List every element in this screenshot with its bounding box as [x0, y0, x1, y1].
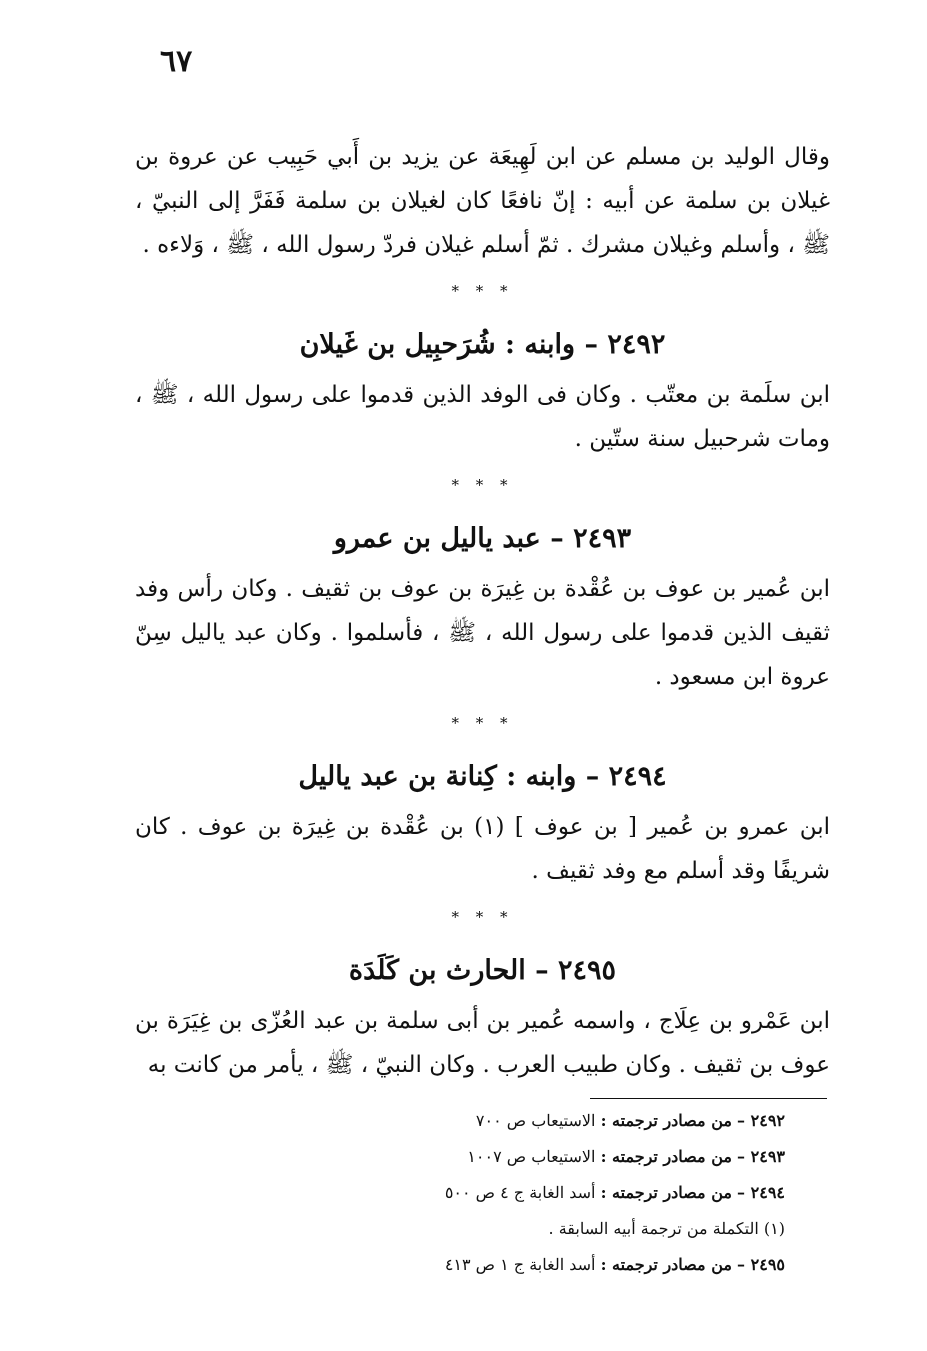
entry-text: ابن عُمير بن عوف بن عُقْدة بن غِيرَة بن عوف بن ثقيف . وكان رأس وفد ثقيف الذين قدموا على رسول الله ، ﷺ ، فأسلموا . وكان عبد ياليل سِنّ عروة ابن مسعود . — [135, 576, 830, 690]
footnote-number: ٢٤٩٤ – — [737, 1183, 785, 1202]
page-number: ٦٧ — [160, 44, 193, 79]
footnote-text: الاستيعاب ص ١٠٠٧ — [467, 1147, 596, 1166]
footnote-number: ٢٤٩٣ – — [737, 1147, 785, 1166]
footnote-text: (١) التكملة من ترجمة أبيه السابقة . — [548, 1219, 785, 1238]
section-separator: * * * — [451, 476, 514, 494]
entry-text: ابن عَمْرو بن عِلَاج ، واسمه عُمير بن أبى سلمة بن عبد العُزّى بن غِيَرَة بن عوف بن ثقيف . وكان طبيب العرب . وكان النبيّ ، ﷺ ، يأمر من كانت به — [135, 1008, 830, 1078]
section-separator: * * * — [451, 908, 514, 926]
footnote-label: من مصادر ترجمته : — [600, 1183, 732, 1202]
footnote-number: ٢٤٩٢ – — [737, 1111, 785, 1130]
entry-title: ٢٤٩٣ – عبد ياليل بن عمرو — [333, 523, 632, 554]
entry-text: ابن سلَمة بن معتّب . وكان فى الوفد الذين قدموا على رسول الله ، ﷺ ، ومات شرحبيل سنة ستّين . — [135, 382, 830, 452]
section-separator: * * * — [451, 714, 514, 732]
footnotes — [330, 1103, 785, 1283]
main-text — [135, 135, 830, 1087]
footnote-text: أسد الغابة ج ١ ص ٤١٣ — [444, 1255, 596, 1274]
footnote-number: ٢٤٩٥ – — [737, 1255, 785, 1274]
entry-title: ٢٤٩٤ – وابنه : كِنانة بن عبد ياليل — [298, 761, 667, 792]
footnote-text: أسد الغابة ج ٤ ص ٥٠٠ — [444, 1183, 596, 1202]
footnote — [330, 1175, 785, 1211]
entry-title: ٢٤٩٢ – وابنه : شُرَحبِيل بن غَيلان — [299, 329, 666, 360]
footnote — [330, 1211, 785, 1247]
footnote-label: من مصادر ترجمته : — [600, 1255, 732, 1274]
footnote — [330, 1247, 785, 1283]
footnote-label: من مصادر ترجمته : — [600, 1147, 732, 1166]
footnote-label: من مصادر ترجمته : — [600, 1111, 732, 1130]
footnote — [330, 1103, 785, 1139]
intro-paragraph: وقال الوليد بن مسلم عن ابن لَهِيعَة عن يزيد بن أَبي حَبِيب عن عروة بن غيلان بن سلمة عن أبيه : إنّ نافعًا كان لغيلان بن سلمة فَفَرَّ إلى النبيّ ، ﷺ ، وأسلم وغيلان مشرك . ثمّ أسلم غيلان فردّ رسول الله ، ﷺ ، وَلاءه . — [135, 144, 830, 258]
footnote-text: الاستيعاب ص ٧٠٠ — [475, 1111, 596, 1130]
section-separator: * * * — [451, 282, 514, 300]
entry-text: ابن عمرو بن عُمير [ بن عوف ] (١) بن عُقْدة بن غِيرَة بن عوف . كان شريفًا وقد أسلم مع وفد ثقيف . — [135, 814, 830, 884]
entry-title: ٢٤٩٥ – الحارث بن كَلَدَة — [348, 955, 617, 986]
footnote — [330, 1139, 785, 1175]
footnote-divider — [590, 1098, 827, 1099]
